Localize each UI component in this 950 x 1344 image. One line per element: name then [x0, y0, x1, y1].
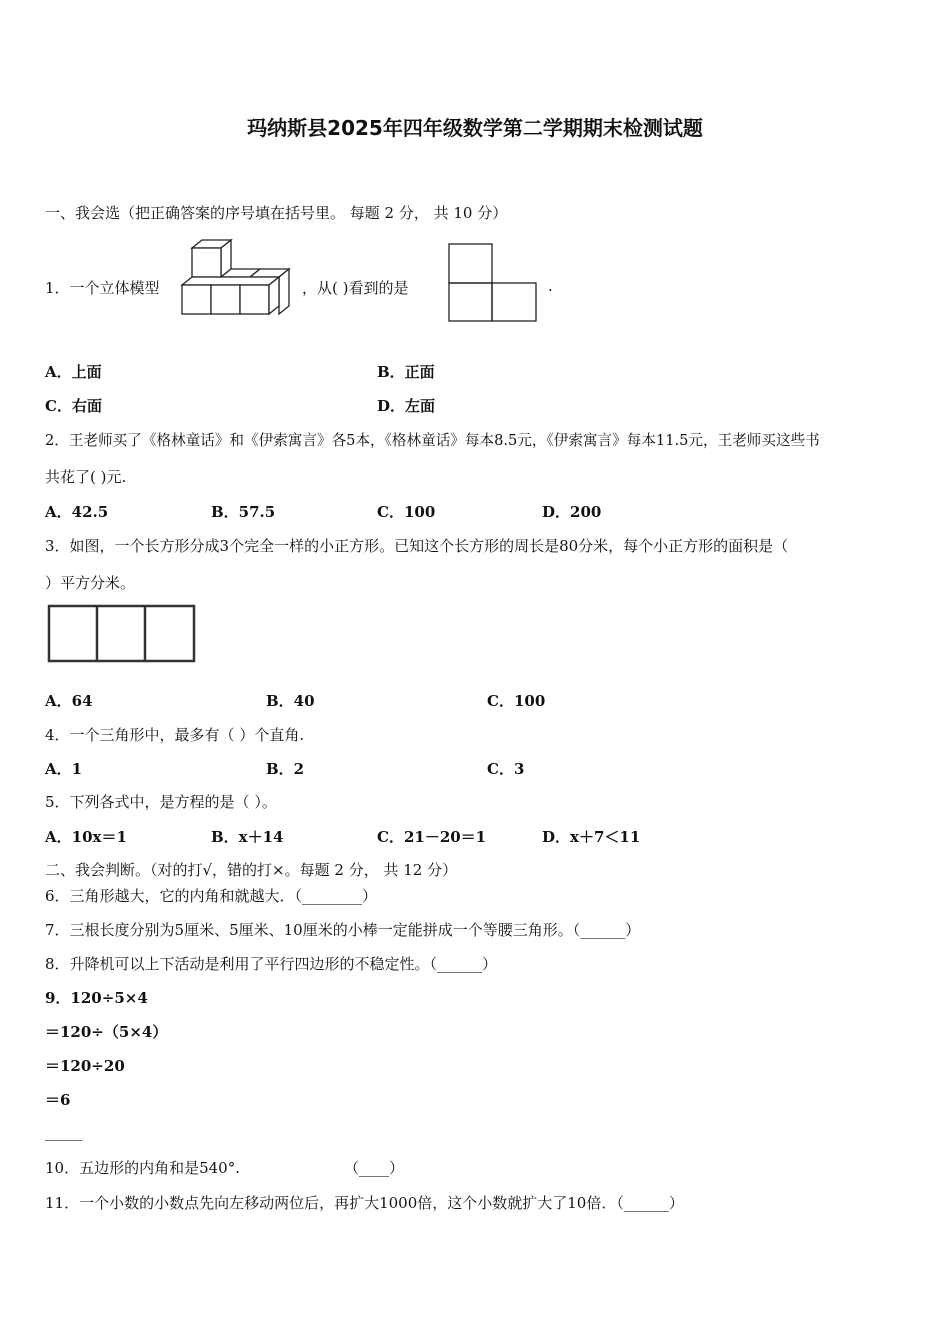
q3-option-c: C．100	[487, 692, 546, 710]
q9-answer-blank: _____	[45, 1123, 83, 1141]
q1-option-b: B．正面	[377, 363, 435, 381]
q2-option-c: C．100	[377, 503, 436, 521]
q2-option-a: A．42.5	[45, 503, 109, 521]
q5-option-b: B．x＋14	[211, 828, 284, 846]
q3-option-a: A．64	[45, 692, 93, 710]
section1-heading: 一、我会选（把正确答案的序号填在括号里。 每题 2 分， 共 10 分）	[45, 204, 508, 222]
q6-text: 6．三角形越大，它的内角和就越大．（________）	[45, 887, 378, 905]
q2-option-b: B．57.5	[211, 503, 276, 521]
q1-middle: ，从( )看到的是	[302, 279, 409, 297]
q2-text-line2: 共花了( )元.	[45, 468, 127, 486]
q2-option-d: D．200	[542, 503, 602, 521]
section2-heading: 二、我会判断。（对的打√，错的打×。每题 2 分， 共 12 分）	[45, 861, 458, 879]
q10-text: 10．五边形的内角和是540°.	[45, 1159, 240, 1177]
q9-line-3: ＝120÷20	[45, 1057, 125, 1075]
q7-text: 7．三根长度分别为5厘米、5厘米、10厘米的小棒一定能拼成一个等腰三角形。（______）	[45, 921, 641, 939]
q2-text-line1: 2．王老师买了《格林童话》和《伊索寓言》各5本，《格林童话》每本8.5元，《伊索寓言》每本11.5元，王老师买这些书	[45, 432, 820, 449]
q5-option-a: A．10x＝1	[45, 828, 127, 846]
q1-option-d: D．左面	[377, 397, 436, 415]
q1-option-c: C．右面	[45, 397, 102, 415]
q1-option-a: A．上面	[45, 363, 102, 381]
q4-option-a: A．1	[45, 760, 83, 778]
q3-text-line2: ）平方分米。	[45, 574, 136, 592]
q11-text: 11．一个小数的小数点先向左移动两位后，再扩大1000倍，这个小数就扩大了10倍．（______）	[45, 1194, 684, 1212]
q9-line-1: 9．120÷5×4	[45, 989, 148, 1007]
q1-prefix: 1．一个立体模型	[45, 279, 160, 297]
q4-option-b: B．2	[266, 760, 305, 778]
page-title: 玛纳斯县2025年四年级数学第二学期期末检测试题	[247, 116, 703, 140]
q4-text: 4．一个三角形中，最多有（ ）个直角.	[45, 726, 305, 744]
q5-text: 5．下列各式中，是方程的是（ ）。	[45, 793, 277, 811]
q4-option-c: C．3	[487, 760, 525, 778]
three-squares-figure	[46, 603, 198, 665]
q9-line-2: ＝120÷（5×4）	[45, 1023, 168, 1041]
q5-option-d: D．x＋7＜11	[542, 828, 641, 846]
q9-line-4: ＝6	[45, 1091, 71, 1109]
q10-blank: （____）	[344, 1159, 405, 1177]
view-shape-figure	[448, 243, 540, 323]
cube-model-figure	[180, 238, 292, 320]
q1-suffix: .	[548, 277, 553, 295]
q5-option-c: C．21－20＝1	[377, 828, 487, 846]
q3-text-line1: 3．如图，一个长方形分成3个完全一样的小正方形。已知这个长方形的周长是80分米，每个小正方形的面积是（	[45, 537, 789, 555]
q8-text: 8．升降机可以上下活动是利用了平行四边形的不稳定性。（______）	[45, 955, 498, 973]
q3-option-b: B．40	[266, 692, 315, 710]
